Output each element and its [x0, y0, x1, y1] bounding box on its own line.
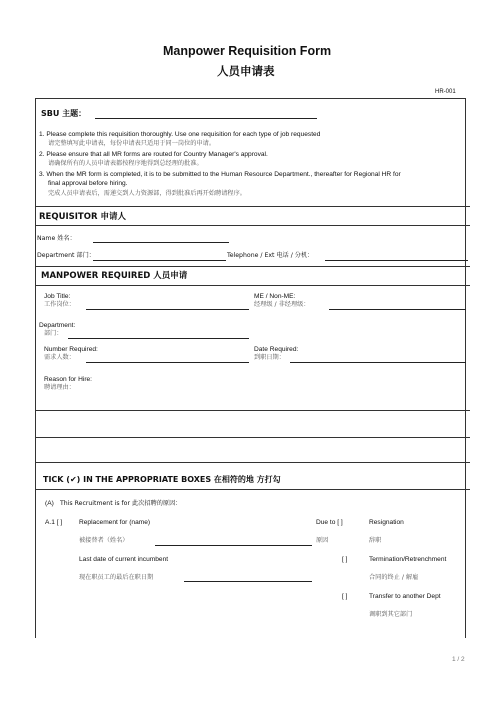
section-a-label: (A): [45, 500, 54, 507]
page-number: 1 / 2: [452, 656, 465, 663]
department-label-en: Department:: [39, 322, 76, 329]
job-title-input-line[interactable]: [86, 309, 249, 310]
resignation-label-en: Resignation: [369, 519, 404, 526]
telephone-input-line[interactable]: [325, 260, 468, 261]
tick-heading-rule: [35, 489, 470, 490]
form-left-border: [35, 98, 36, 638]
replacement-label-cn: 被接替者（姓名）: [79, 537, 129, 544]
manpower-heading: MANPOWER REQUIRED 人员申请: [41, 271, 188, 281]
due-to-label-cn: 原因: [316, 537, 329, 544]
job-title-label-cn: 工作岗位：: [44, 301, 75, 308]
termination-checkbox[interactable]: [ ]: [342, 556, 348, 563]
section-a-text: This Recruitment is for 此次招聘的原因：: [60, 500, 182, 507]
reason-line-3[interactable]: [35, 462, 470, 463]
number-required-label-cn: 需求人数：: [44, 354, 75, 361]
requisitor-heading-rule: [35, 225, 470, 226]
transfer-label-en: Transfer to another Dept: [369, 593, 441, 600]
manpower-department-input-line[interactable]: [68, 338, 249, 339]
telephone-label: Telephone / Ext 电话 / 分机：: [227, 252, 314, 259]
instruction-1-cn: 请完整填写此申请表，每份申请表只适用于同一岗位的申请。: [48, 140, 216, 147]
termination-label-cn: 合同的终止 / 解雇: [369, 574, 419, 581]
instruction-3-en-cont: final approval before hiring.: [48, 180, 128, 187]
form-title-en: Manpower Requisition Form: [163, 44, 332, 58]
me-label-en: ME / Non-ME:: [254, 293, 296, 300]
form-top-border: [35, 98, 465, 99]
instruction-2-cn: 请确保所有的人员申请表都按程序地得到总经理的批准。: [48, 160, 203, 167]
instruction-1-en: 1. Please complete this requisition thoroughly. Use one requisition for each type of job requested: [39, 131, 321, 138]
sbu-input-line[interactable]: [95, 118, 317, 119]
form-code: HR-001: [435, 89, 456, 95]
instruction-2-en: 2. Please ensure that all MR forms are routed for Country Manager's approval.: [39, 151, 268, 158]
instruction-3-en: 3. When the MR form is completed, it is to be submitted to the Human Resource Department., thereafter for Regional HR for: [39, 171, 401, 178]
sbu-label: SBU 主题：: [41, 109, 87, 118]
manpower-heading-rule: [35, 285, 470, 286]
replacement-label-en: Replacement for (name): [79, 519, 151, 526]
reason-label-cn: 聘请理由：: [44, 384, 75, 391]
replacement-name-input-line[interactable]: [155, 545, 312, 546]
reason-line-1[interactable]: [35, 410, 470, 411]
name-input-line[interactable]: [93, 242, 229, 243]
department-label: Department 部门：: [37, 252, 95, 259]
number-required-input-line[interactable]: [86, 362, 249, 363]
requisitor-top-rule: [35, 206, 470, 207]
reason-line-2[interactable]: [35, 437, 470, 438]
me-label-cn: 经理级 / 非经理级：: [254, 301, 310, 308]
name-label: Name 姓名：: [37, 235, 76, 242]
number-required-label-en: Number Required:: [44, 346, 98, 353]
last-date-input-line[interactable]: [184, 581, 312, 582]
form-right-border: [465, 98, 466, 638]
resignation-label-cn: 辞职: [369, 537, 382, 544]
department-input-line[interactable]: [93, 260, 226, 261]
a1-checkbox[interactable]: A.1 [ ]: [45, 519, 63, 526]
due-to-checkbox[interactable]: Due to [ ]: [316, 519, 343, 526]
last-date-label-en: Last date of current incumbent: [79, 556, 169, 563]
date-required-input-line[interactable]: [290, 362, 466, 363]
requisitor-heading: REQUISITOR 申请人: [39, 212, 126, 222]
date-required-label-cn: 到职日期：: [254, 354, 285, 361]
last-date-label-cn: 现在职员工的最后在职日期: [79, 574, 154, 581]
manpower-top-rule: [35, 266, 470, 267]
date-required-label-en: Date Required:: [254, 346, 299, 353]
reason-label-en: Reason for Hire:: [44, 376, 93, 383]
instruction-3-cn: 完成人员申请表后，需递交到人力资源部，得到批准后再开始聘请程序。: [48, 190, 246, 197]
tick-heading: TICK (✔) IN THE APPROPRIATE BOXES 在相符的地 方打勾: [43, 475, 281, 484]
transfer-label-cn: 调职到其它部门: [369, 611, 413, 618]
job-title-label-en: Job Title:: [44, 293, 71, 300]
me-input-line[interactable]: [329, 309, 466, 310]
form-title-cn: 人员申请表: [217, 64, 275, 78]
transfer-checkbox[interactable]: [ ]: [342, 593, 348, 600]
department-label-cn: 部门：: [44, 330, 63, 337]
termination-label-en: Termination/Retrenchment: [369, 556, 447, 563]
